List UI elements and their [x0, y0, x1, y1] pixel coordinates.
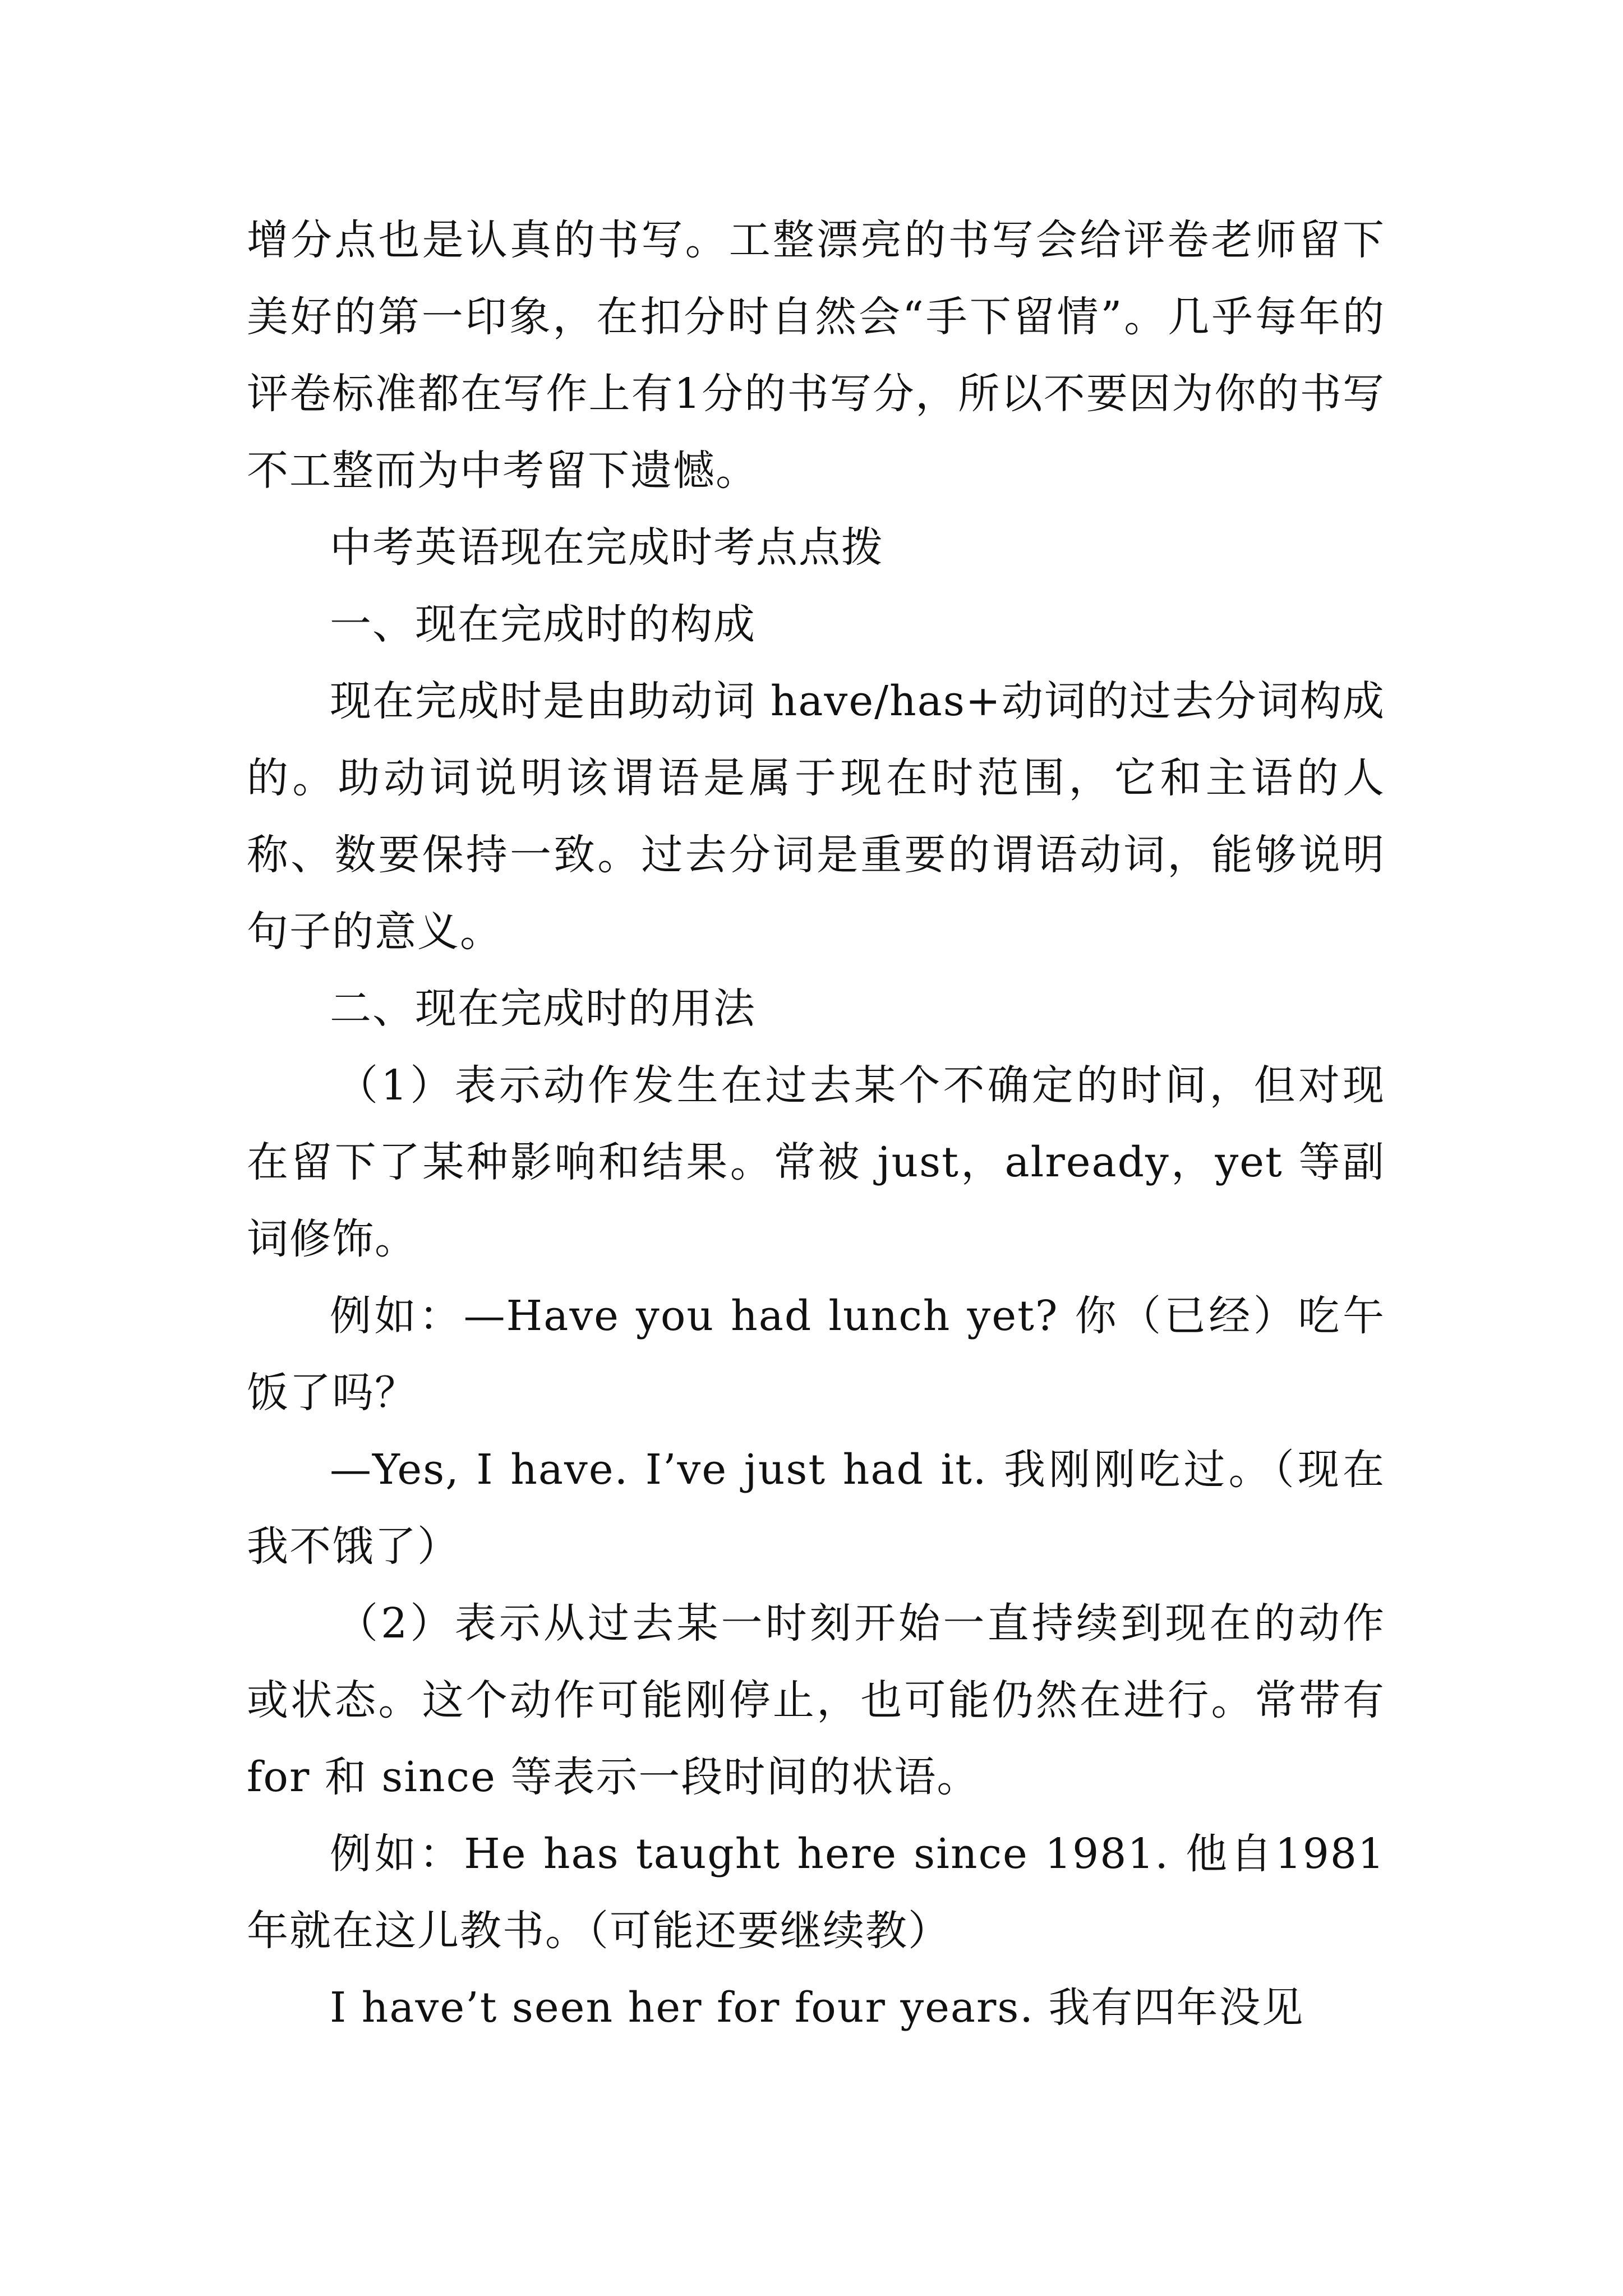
example-1-question: 例如：—Have you had lunch yet? 你（已经）吃午饭了吗？ — [247, 1292, 1385, 1417]
usage-item-1: （1）表示动作发生在过去某个不确定的时间，但对现在留下了某种影响和结果。常被 just，already，yet 等副词修饰。 — [247, 1061, 1385, 1263]
section-title-present-perfect: 中考英语现在完成时考点点拨 — [330, 523, 884, 572]
heading-usage: 二、现在完成时的用法 — [330, 984, 756, 1033]
example-1-answer: —Yes, I have. I’ve just had it. 我刚刚吃过。（现在我不饿了） — [247, 1446, 1385, 1571]
paragraph-structure: 现在完成时是由助动词 have/has+动词的过去分词构成的。助动词说明该谓语是属于现在时范围，它和主语的人称、数要保持一致。过去分词是重要的谓语动词，能够说明句子的意义。 — [247, 677, 1385, 956]
usage-item-2: （2）表示从过去某一时刻开始一直持续到现在的动作或状态。这个动作可能刚停止，也可能仍然在进行。常带有 for 和 since 等表示一段时间的状语。 — [247, 1599, 1385, 1801]
document-body — [247, 202, 1385, 2046]
paragraph-handwriting-advice: 增分点也是认真的书写。工整漂亮的书写会给评卷老师留下美好的第一印象，在扣分时自然会“手下留情”。几乎每年的评卷标准都在写作上有1分的书写分，所以不要因为你的书写不工整而为中考留下遗憾。 — [247, 216, 1385, 495]
heading-structure: 一、现在完成时的构成 — [330, 600, 756, 648]
example-3: I have’t seen her for four years. 我有四年没见 — [330, 1984, 1304, 2032]
example-2: 例如：He has taught here since 1981. 他自1981年就在这儿教书。（可能还要继续教） — [247, 1830, 1385, 1955]
